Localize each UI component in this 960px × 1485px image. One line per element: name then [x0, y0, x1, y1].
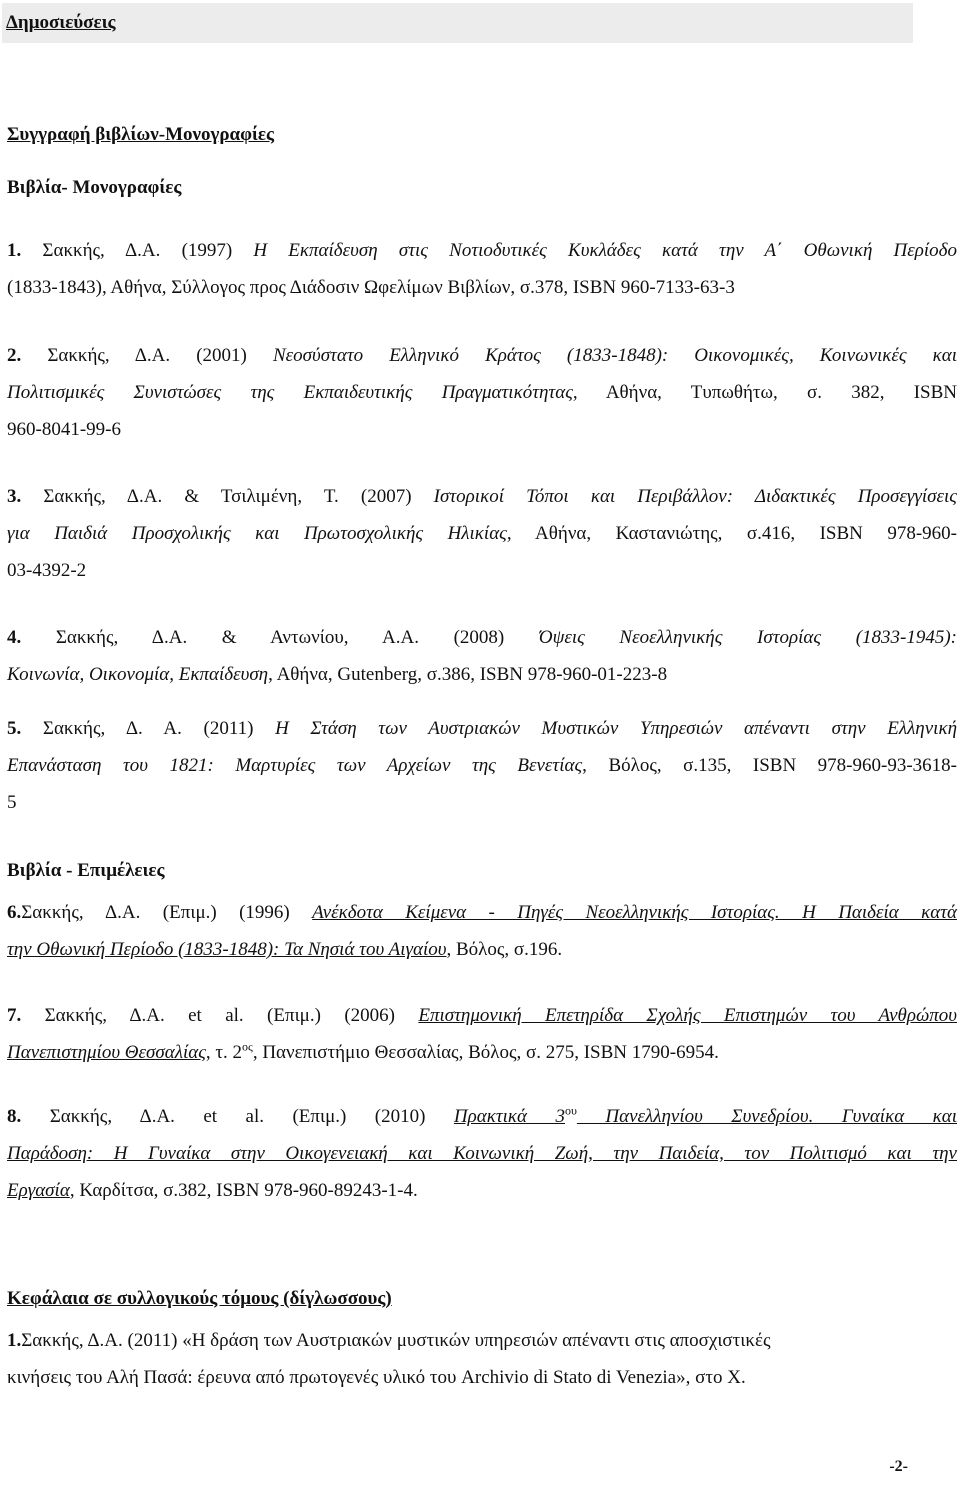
page-number: -2-	[889, 1458, 908, 1475]
book-entry-3	[7, 478, 957, 589]
entry-publication: , Πανεπιστήμιο Θεσσαλίας, Βόλος, σ. 275, ISBN 1790-6954.	[252, 1042, 719, 1063]
section-heading-books: Συγγραφή βιβλίων-Μονογραφίες	[7, 124, 275, 145]
entry-number: 5.	[7, 718, 22, 739]
edited-entry-7	[7, 997, 957, 1071]
book-entry-2	[7, 337, 957, 448]
entry-author: Σακκής, Δ.Α. et al. (Επιμ.) (2006)	[21, 1005, 419, 1026]
entry-author: Σακκής, Δ. Α. (2011)	[21, 718, 276, 739]
entry-publication: , Αθήνα, Καστανιώτης, σ.416, ISBN 978-960-	[506, 523, 958, 544]
entry-title-cont: Επανάσταση του 1821: Μαρτυρίες των Αρχείων της Βενετίας	[7, 755, 583, 776]
entry-publication: , Βόλος, σ.196.	[446, 939, 563, 960]
section-heading-chapters: Κεφάλαια σε συλλογικούς τόμους (δίγλωσσους)	[7, 1288, 392, 1309]
entry-isbn: 03-4392-2	[7, 560, 87, 581]
entry-author: Σακκής, Δ.Α. & Τσιλιμένη, Τ. (2007)	[21, 486, 434, 507]
entry-title-cont: Κοινωνία, Οικονομία, Εκπαίδευση	[7, 664, 269, 685]
entry-title: Πρακτικά 3	[453, 1106, 565, 1127]
edited-entry-6	[7, 894, 957, 968]
entry-author: Σακκής, Δ.Α. (2001)	[21, 345, 273, 366]
chapter-entry-1	[7, 1322, 957, 1396]
entry-number: 6.	[7, 902, 22, 923]
entry-title: Όψεις Νεοελληνικής Ιστορίας (1833-1945):	[538, 627, 957, 648]
entry-isbn: 960-8041-99-6	[7, 419, 121, 440]
entry-author: Σακκής, Δ.Α. & Αντωνίου, Α.Α. (2008)	[21, 627, 539, 648]
entry-title: Ανέκδοτα Κείμενα - Πηγές Νεοελληνικής Ιστορίας. Η Παιδεία κατά	[312, 902, 957, 923]
entry-title-cont: Παράδοση: Η Γυναίκα στην Οικογενειακή και Κοινωνική Ζωή, την Παιδεία, τον Πολιτισμό και την	[7, 1143, 957, 1164]
superscript: ος	[242, 1039, 253, 1054]
entry-title-cont: την Οθωνική Περίοδο (1833-1848): Τα Νησιά του Αιγαίου	[7, 939, 447, 960]
entry-volume: , τ. 2	[205, 1042, 243, 1063]
entry-title: Ιστορικοί Τόποι και Περιβάλλον: Διδακτικές Προσεγγίσεις	[433, 486, 957, 507]
entry-text-cont: κινήσεις του Αλή Πασά: έρευνα από πρωτογενές υλικό του Archivio di Stato di Venezia», στο Χ.	[7, 1367, 746, 1388]
entry-number: 1.	[7, 240, 22, 261]
entry-author: Σακκής, Δ.Α. (1997)	[21, 240, 254, 261]
entry-title-cont: Πανεπιστημίου Θεσσαλίας	[7, 1042, 206, 1063]
entry-publication: , Αθήνα, Gutenberg, σ.386, ISBN 978-960-01-223-8	[268, 664, 668, 685]
entry-number: 7.	[7, 1005, 22, 1026]
entry-title-cont: για Παιδιά Προσχολικής και Πρωτοσχολικής Ηλικίας	[7, 523, 507, 544]
entry-title: Η Στάση των Αυστριακών Μυστικών Υπηρεσιών απέναντι στην Ελληνική	[275, 718, 957, 739]
entry-number: 3.	[7, 486, 22, 507]
entry-title: Η Εκπαίδευση στις Νοτιοδυτικές Κυκλάδες κατά την Α΄ Οθωνική Περίοδο	[253, 240, 957, 261]
header-band	[2, 3, 913, 43]
subsection-heading-monographs: Βιβλία- Μονογραφίες	[7, 177, 182, 198]
entry-publication: (1833-1843), Αθήνα, Σύλλογος προς Διάδοσιν Ωφελίμων Βιβλίων, σ.378, ISBN 960-7133-63-3	[7, 277, 735, 298]
entry-author: Σακκής, Δ.Α. et al. (Επιμ.) (2010)	[21, 1106, 454, 1127]
entry-number: 2.	[7, 345, 22, 366]
entry-number: 1.	[7, 1330, 22, 1351]
entry-publication: , Αθήνα, Τυπωθήτω, σ. 382, ISBN	[572, 382, 957, 403]
entry-title: Νεοσύστατο Ελληνικό Κράτος (1833-1848): Οικονομικές, Κοινωνικές και	[272, 345, 958, 366]
superscript: ου	[564, 1103, 577, 1118]
entry-number: 4.	[7, 627, 22, 648]
subsection-heading-edited: Βιβλία - Επιμέλειες	[7, 860, 165, 881]
entry-title-cont: Πολιτισμικές Συνιστώσες της Εκπαιδευτικής Πραγματικότητας	[7, 382, 573, 403]
entry-publication: , Βόλος, σ.135, ISBN 978-960-93-3618-	[582, 755, 957, 776]
edited-entry-8	[7, 1098, 957, 1209]
entry-title: Επιστημονική Επετηρίδα Σχολής Επιστημών του Ανθρώπου	[418, 1005, 957, 1026]
entry-text: Σακκής, Δ.Α. (2011) «Η δράση των Αυστριακών μυστικών υπηρεσιών απέναντι στις αποσχιστικές	[21, 1330, 771, 1351]
entry-number: 8.	[7, 1106, 22, 1127]
book-entry-1	[7, 232, 957, 306]
entry-title-cont: Πανελληνίου Συνεδρίου. Γυναίκα και	[576, 1106, 957, 1127]
book-entry-5	[7, 710, 957, 821]
page-title: Δημοσιεύσεις	[6, 12, 116, 33]
book-entry-4	[7, 619, 957, 693]
entry-publication: , Καρδίτσα, σ.382, ISBN 978-960-89243-1-4.	[69, 1180, 418, 1201]
entry-title-cont: Εργασία	[7, 1180, 70, 1201]
entry-isbn: 5	[7, 792, 17, 813]
entry-author: Σακκής, Δ.Α. (Επιμ.) (1996)	[21, 902, 313, 923]
